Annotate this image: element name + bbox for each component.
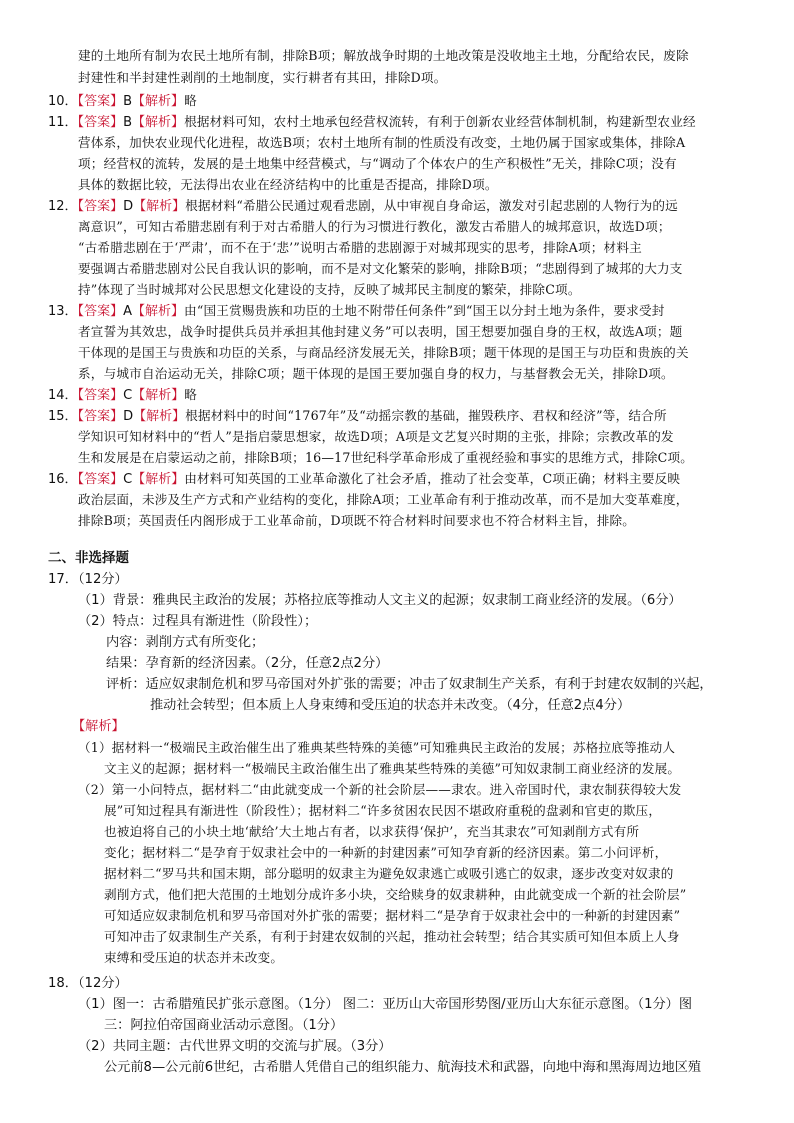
analysis-text: 略 (184, 93, 197, 108)
mc-item-15 (48, 408, 667, 425)
analysis-label: 解析 (145, 115, 172, 130)
bracket: 】 (110, 94, 124, 109)
q18-answer-line: 三：阿拉伯帝国商业活动示意图。（1分） (104, 1018, 344, 1033)
answer-letter: C (123, 472, 133, 487)
q17-analysis-line: 据材料二“罗马共和国末期，部分聪明的奴隶主为避免奴隶逃亡或吸引逃亡的奴隶，逐步改变对奴隶的 (104, 866, 674, 881)
q17-analysis-line: （2）第一小问特点，据材料二“由此就变成一个新的社会阶层——隶农。进入帝国时代，隶农制获得较大发 (78, 782, 682, 797)
analysis-line: 持”体现了当时城邦对公民思想文化建设的支持，反映了城邦民主制度的繁荣，排除C项。 (78, 282, 581, 297)
q17-analysis-line: 束缚和受压迫的状态并未改变。 (104, 950, 284, 965)
answer-letter: A (123, 304, 132, 319)
bracket: 【 (132, 115, 146, 130)
q17-answer-line: 内容：剥削方式有所变化； (106, 635, 265, 650)
bracket: 【 (77, 304, 85, 319)
analysis-line: 营体系，加快农业现代化进程，故选B项；农村土地所有制的性质没有改变，土地仍属于国家或集体，排除A (78, 135, 686, 150)
bracket: 】 (171, 388, 185, 403)
item-number: 11． (48, 115, 78, 130)
analysis-line: 生和发展是在启蒙运动之前，排除B项；16—17世纪科学革命形成了重视经验和事实的思维方式，排除C项。 (78, 450, 694, 465)
answer-letter: D (123, 409, 134, 424)
bracket: 【 (132, 94, 146, 109)
q17-answer-line: （1）背景：雅典民主政治的发展；苏格拉底等推动人文主义的起源；奴隶制工商业经济的发展。（6分） (78, 593, 682, 608)
q17-analysis-header: 【解析】 (72, 719, 125, 734)
q18-answer-line: （2）共同主题：古代世界文明的交流与扩展。（3分） (78, 1039, 392, 1054)
bracket: 】 (172, 409, 186, 424)
analysis-line: 要强调古希腊悲剧对公民自我认识的影响，而不是对文化繁荣的影响，排除B项；“悲剧得到了城邦的大力支 (78, 261, 683, 276)
mc-item-13 (48, 303, 665, 320)
analysis-line: 具体的数据比较，无法得出农业在经济结构中的比重是否提高，排除D项。 (78, 177, 498, 192)
item-number: 13． (48, 304, 78, 319)
bracket: 】 (110, 199, 124, 214)
answer-label: 答案 (84, 409, 111, 424)
q17-analysis-line: 可知适应奴隶制危机和罗马帝国对外扩张的需要；据材料二“是孕育于奴隶社会中的一种新的封建因素” (104, 908, 681, 923)
answer-label: 答案 (84, 388, 111, 403)
bracket: 】 (110, 304, 124, 319)
answer-letter: D (123, 199, 134, 214)
analysis-line: “古希腊悲剧在于‘严肃’，而不在于‘悲’”说明古希腊的悲剧源于对城邦现实的思考，排除A项；材料主 (78, 240, 642, 255)
bracket: 】 (110, 388, 124, 403)
analysis-text: 由“国王赏赐贵族和功臣的土地不附带任何条件”到“国王以分封土地为条件，要求受封 (184, 303, 665, 318)
bracket: 】 (171, 472, 185, 487)
bracket: 【 (132, 304, 146, 319)
q17-analysis-line: 文主义的起源；据材料一“极端民主政治催生出了雅典某些特殊的美德”可知奴隶制工商业经济的发展。 (104, 761, 681, 776)
item-number: 12． (48, 199, 78, 214)
answer-letter: C (123, 388, 133, 403)
answer-label: 答案 (84, 472, 111, 487)
analysis-line: 学知识可知材料中的“哲人”是指启蒙思想家，故选D项；A项是文艺复兴时期的主张，排除；宗教改革的发 (78, 429, 674, 444)
q17-analysis-line: 展”可知过程具有渐进性（阶段性）；据材料二“许多贫困农民因不堪政府重税的盘剥和官吏的欺压， (104, 803, 662, 818)
analysis-line: 干体现的是国王与贵族和功臣的关系，与商品经济发展无关，排除B项；题干体现的是国王与功臣和贵族的关 (78, 345, 689, 360)
item-number: 10． (48, 94, 78, 109)
q17-analysis-line: 可知冲击了奴隶制生产关系，有利于封建农奴制的兴起，推动社会转型；结合其实质可知但本质上人身 (104, 929, 680, 944)
q17-analysis-line: （1）据材料一“极端民主政治催生出了雅典某些特殊的美德”可知雅典民主政治的发展；苏格拉底等推动人 (78, 740, 676, 755)
analysis-line: 者宣誓为其效忠，战争时提供兵员并承担其他封建义务”可以表明，国王想要加强自身的王权，故选A项；题 (78, 324, 683, 339)
answer-label: 答案 (84, 304, 111, 319)
q17-analysis-line: 变化；据材料二“是孕育于奴隶社会中的一种新的封建因素”可知孕育新的经济因素。第二小问评析， (104, 845, 668, 860)
analysis-text: 根据材料可知，农村土地承包经营权流转，有利于创新农业经营体制机制，构建新型农业经 (184, 114, 696, 129)
analysis-text: 略 (184, 387, 198, 402)
q17-answer-line: 结果：孕育新的经济因素。（2分，任意2点2分） (106, 656, 389, 671)
analysis-label: 解析 (145, 388, 172, 403)
analysis-label: 解析 (145, 304, 172, 319)
answer-label: 答案 (84, 115, 111, 130)
answer-label: 答案 (84, 94, 111, 109)
bracket: 】 (110, 409, 124, 424)
q17-answer-line: 推动社会转型；但本质上人身束缚和受压迫的状态并未改变。（4分，任意2点4分） (150, 698, 631, 713)
continuation-line: 封建性和半封建性剥削的土地制度，实行耕者有其田，排除D项。 (78, 70, 447, 85)
bracket: 】 (171, 94, 185, 109)
analysis-label: 解析 (145, 472, 172, 487)
bracket: 】 (110, 472, 124, 487)
bracket: 【 (77, 199, 85, 214)
bracket: 【 (133, 409, 147, 424)
bracket: 】 (171, 304, 185, 319)
analysis-line: 政治层面，未涉及生产方式和产业结构的变化，排除A项；工业革命有利于推动改革，而不是加大变革难度， (78, 492, 689, 507)
bracket: 【 (77, 388, 85, 403)
q17-header: 17．（12分） (48, 572, 128, 587)
analysis-label: 解析 (146, 199, 173, 214)
analysis-line: 系，与城市自治运动无关，排除C项；题干体现的是国王要加强自身的权力，与基督教会无关，排除D项。 (78, 366, 674, 381)
analysis-line: 项；经营权的流转，发展的是土地集中经营模式，与“调动了个体农户的生产积极性”无关，排除C项；没有 (78, 156, 677, 171)
q18-header: 18．（12分） (48, 976, 128, 991)
section-title: 二、非选择题 (48, 550, 129, 566)
answer-letter: B (123, 94, 133, 109)
q18-answer-line: （1）图一：古希腊殖民扩张示意图。（1分） 图二：亚历山大帝国形势图/亚历山大东征示意图。（1分）图 (78, 997, 693, 1012)
bracket: 【 (132, 388, 146, 403)
bracket: 【 (77, 409, 85, 424)
q17-answer-line: （2）特点：过程具有渐进性（阶段性）； (78, 614, 318, 629)
mc-item-11 (48, 114, 696, 131)
bracket: 【 (132, 472, 146, 487)
analysis-text: 根据材料“希腊公民通过观看悲剧，从中审视自身命运，激发对引起悲剧的人物行为的远 (185, 198, 678, 213)
mc-item-10 (48, 93, 197, 110)
analysis-line: 排除B项；英国责任内阁形成于工业革命前，D项既不符合材料时间要求也不符合材料主旨，排除。 (78, 513, 636, 528)
analysis-label: 解析 (146, 409, 173, 424)
q17-analysis-line: 也被迫将自己的小块土地‘献给’大土地占有者，以求获得‘保护’，充当其隶农”可知剥削方式有所 (104, 824, 640, 839)
bracket: 【 (133, 199, 147, 214)
mc-item-16 (48, 471, 680, 488)
mc-item-14 (48, 387, 197, 404)
analysis-text: 由材料可知英国的工业革命激化了社会矛盾，推动了社会变革，C项正确；材料主要反映 (184, 471, 681, 486)
item-number: 16． (48, 472, 78, 487)
answer-label: 答案 (84, 199, 111, 214)
bracket: 】 (172, 199, 186, 214)
answer-letter: B (123, 115, 133, 130)
analysis-text: 根据材料中的时间“1767年”及“动摇宗教的基础，摧毁秩序、君权和经济”等，结合所 (185, 408, 667, 423)
bracket: 【 (77, 115, 85, 130)
bracket: 】 (171, 115, 185, 130)
bracket: 】 (110, 115, 124, 130)
bracket: 【 (77, 472, 85, 487)
mc-item-12 (48, 198, 678, 215)
q17-answer-line: 评析：适应奴隶制危机和罗马帝国对外扩张的需要；冲击了奴隶制生产关系，有利于封建农奴制的兴起， (106, 677, 713, 692)
analysis-line: 离意识”，可知古希腊悲剧有利于对古希腊人的行为习惯进行教化，激发古希腊人的城邦意识，故选D项； (78, 219, 671, 234)
item-number: 15． (48, 409, 78, 424)
bracket: 【 (77, 94, 85, 109)
q17-analysis-line: 剥削方式，他们把大范围的土地划分成许多小块，交给赎身的奴隶耕种，由此就变成一个新的社会阶层” (104, 887, 687, 902)
continuation-line: 建的土地所有制为农民土地所有制，排除B项；解放战争时期的土地改策是没收地主土地，分配给农民，废除 (78, 48, 689, 63)
q18-answer-line: 公元前8—公元前6世纪，古希腊人凭借自己的组织能力、航海技术和武器，向地中海和黑海周边地区殖 (104, 1060, 702, 1075)
analysis-label: 解析 (145, 94, 172, 109)
item-number: 14． (48, 388, 78, 403)
